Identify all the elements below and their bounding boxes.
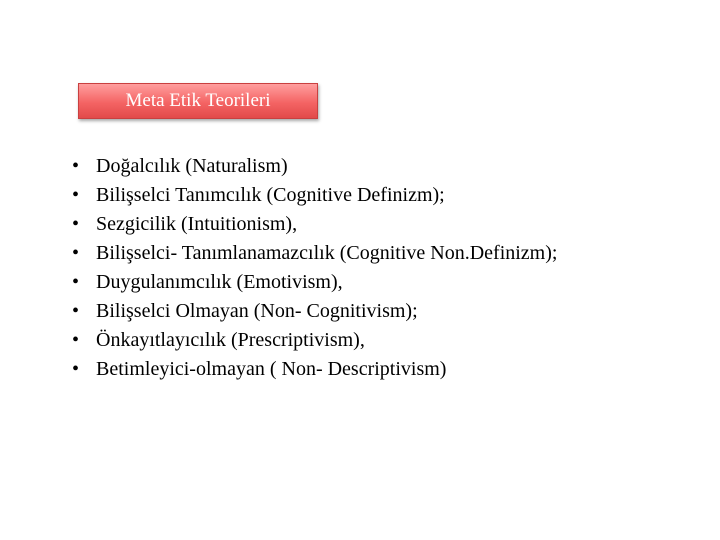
bullet-item-cognitive-non-definizm: • Bilişselci- Tanımlanamazcılık (Cognitive Non.Definizm); [72,239,672,268]
bullet-item-emotivism: • Duygulanımcılık (Emotivism), [72,268,672,297]
bullet-item-cognitive-definizm: • Bilişselci Tanımcılık (Cognitive Definizm); [72,181,672,210]
bullet-list [72,152,672,384]
bullet-item-naturalism: • Doğalcılık (Naturalism) [72,152,672,181]
bullet-item-non-cognitivism: • Bilişselci Olmayan (Non- Cognitivism); [72,297,672,326]
slide-title: Meta Etik Teorileri [78,83,318,119]
bullet-item-prescriptivism: • Önkayıtlayıcılık (Prescriptivism), [72,326,672,355]
bullet-item-intuitionism: • Sezgicilik (Intuitionism), [72,210,672,239]
bullet-item-non-descriptivism: • Betimleyici-olmayan ( Non- Descriptivism) [72,355,672,384]
